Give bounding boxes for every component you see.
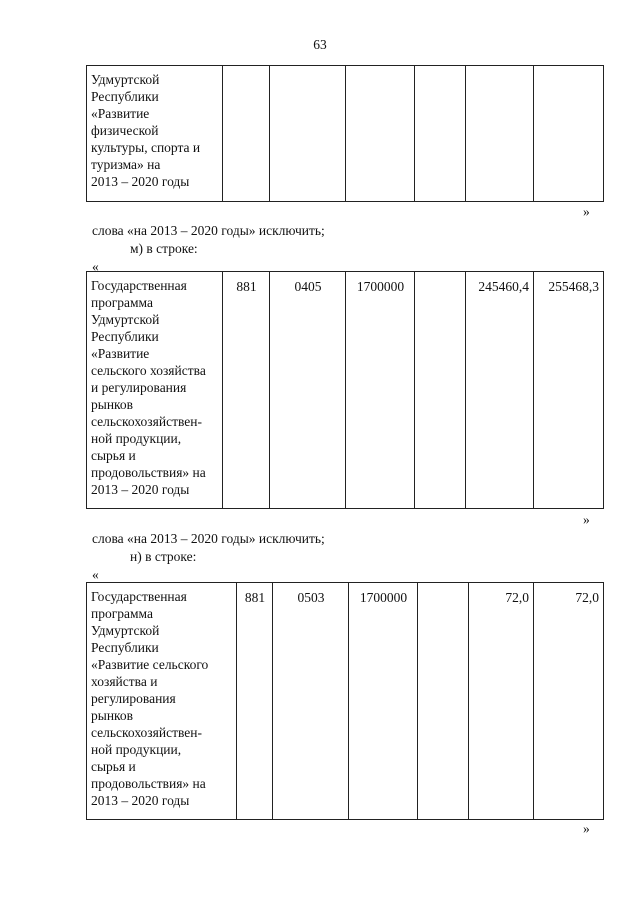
target-article-cell: 1700000 [349,583,418,820]
target-article-cell: 1700000 [346,272,415,509]
program-description: Государственная программа Удмуртской Республики «Развитие сельского хозяйства и регулирования рынков сельскохозяйствен- ной продукции, сырья и продовольствия» на 2013 – 2020 годы [87,583,237,820]
table-row-physical-culture [86,65,604,202]
table-row-agriculture-0503 [86,582,604,820]
page-number: 63 [313,37,327,52]
empty-cell [346,66,415,202]
amount-cell-1: 72,0 [469,583,534,820]
closing-quote: » [583,821,590,836]
opening-quote: « [92,567,99,582]
empty-cell [466,66,534,202]
program-description: Государственная программа Удмуртской Республики «Развитие сельского хозяйства и регулирования рынков сельскохозяйствен- ной продукции, сырья и продовольствия» на 2013 – 2020 годы [87,272,223,509]
closing-quote: » [583,512,590,527]
ministry-code-cell: 881 [237,583,273,820]
table-row-agriculture-0405 [86,271,604,509]
instruction-subitem: м) в строке: [130,241,198,256]
amount-cell-2: 255468,3 [534,272,604,509]
ministry-code-cell: 881 [223,272,270,509]
empty-cell [223,66,270,202]
section-code-cell: 0405 [270,272,346,509]
opening-quote: « [92,259,99,274]
empty-cell [270,66,346,202]
expense-type-cell [415,272,466,509]
expense-type-cell [418,583,469,820]
instruction-subitem: н) в строке: [130,549,197,564]
section-code-cell: 0503 [273,583,349,820]
amount-cell-1: 245460,4 [466,272,534,509]
closing-quote: » [583,204,590,219]
empty-cell [415,66,466,202]
instruction-text: слова «на 2013 – 2020 годы» исключить; [92,531,325,546]
instruction-text: слова «на 2013 – 2020 годы» исключить; [92,223,325,238]
amount-cell-2: 72,0 [534,583,604,820]
empty-cell [534,66,604,202]
program-description: Удмуртской Республики «Развитие физической культуры, спорта и туризма» на 2013 – 2020 годы [87,66,223,202]
